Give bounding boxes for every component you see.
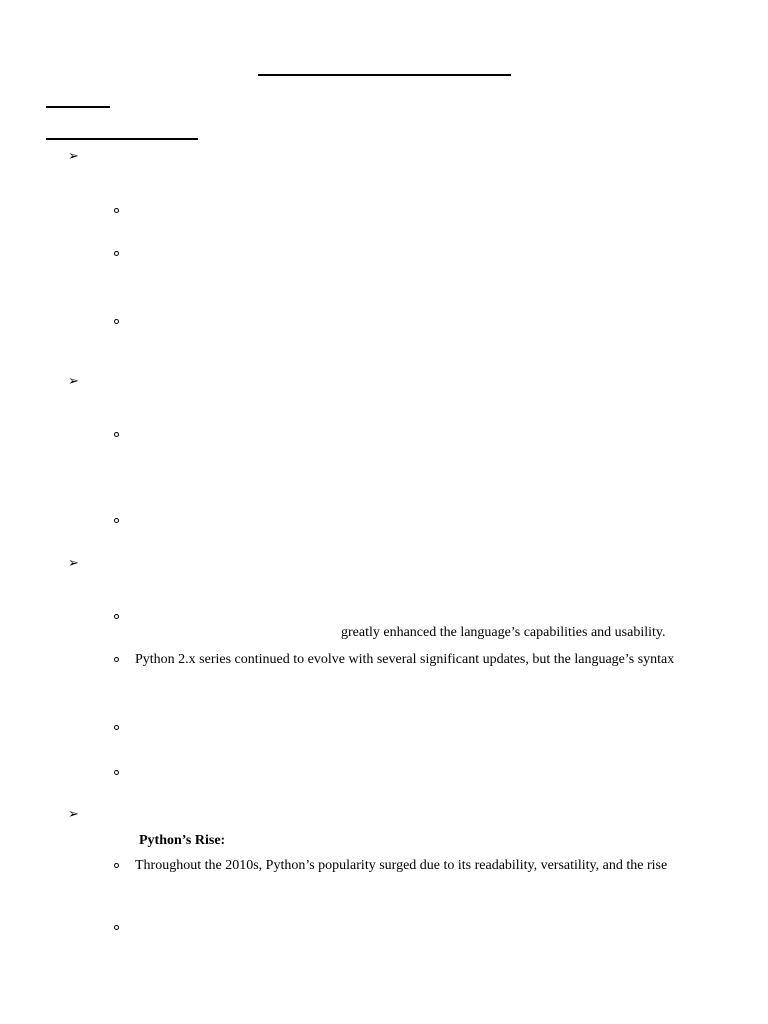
bullet-text-python2x: Python 2.x series continued to evolve with several significant updates, but the language’s syntax [135,652,675,667]
circle-bullet-icon [114,319,119,324]
circle-bullet-icon [114,657,119,662]
circle-bullet-icon [114,432,119,437]
heading-underline-short [46,106,110,108]
circle-bullet-icon [114,208,119,213]
section-subheading: Python’s Rise: [139,833,226,848]
circle-bullet-icon [114,518,119,523]
circle-bullet-icon [114,770,119,775]
bullet-text-2010s: Throughout the 2010s, Python’s popularity surged due to its readability, versatility, and the rise [135,858,668,873]
circle-bullet-icon [114,925,119,930]
title-underline [258,74,511,76]
subheading-underline [46,138,198,140]
circle-bullet-icon [114,725,119,730]
circle-bullet-icon [114,863,119,868]
arrow-bullet-icon: ➢ [68,374,79,389]
arrow-bullet-icon: ➢ [68,149,79,164]
arrow-bullet-icon: ➢ [68,807,79,822]
bullet-continuation-text: greatly enhanced the language’s capabilities and usability. [341,625,666,640]
circle-bullet-icon [114,251,119,256]
arrow-bullet-icon: ➢ [68,556,79,571]
circle-bullet-icon [114,614,119,619]
